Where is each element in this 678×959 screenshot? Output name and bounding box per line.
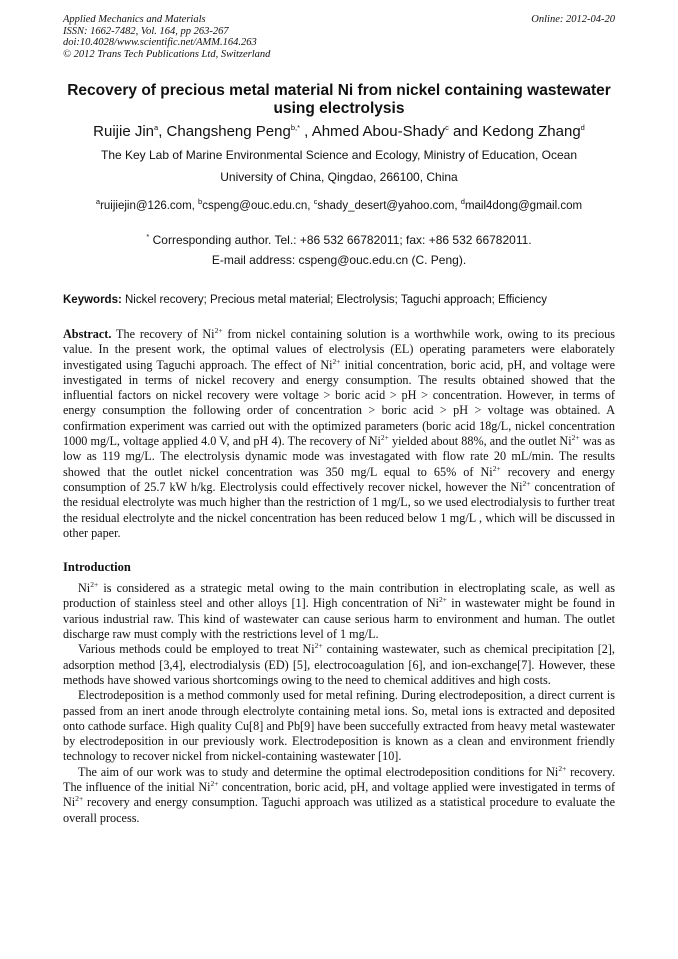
keywords-label: Keywords: (63, 294, 122, 306)
email-link: ruijiejin@126.com, (100, 200, 199, 212)
email-link: mail4dong@gmail.com (464, 200, 583, 212)
paragraph (63, 688, 615, 764)
abstract-text: yielded about 88%, and the outlet Ni (388, 434, 572, 449)
doi-line: doi:10.4028/www.scientific.net/AMM.164.263 (63, 37, 257, 48)
superscript: 2+ (522, 478, 531, 488)
abstract-text: from nickel containing solution is a worthwhile work, owing to its precious value. In the present work, the optimal values of electrolysis (EL) operating parameters were elaborately investigated using Taguchi approach. The effect of Ni (63, 327, 615, 372)
superscript: 2+ (75, 794, 84, 804)
affiliation-line: University of China, Qingdao, 266100, China (220, 170, 458, 184)
author-name: Kedong Zhang (482, 123, 581, 140)
introduction-body (63, 581, 615, 826)
abstract-text: initial concentration, boric acid, pH, and voltage were investigated in terms of nickel recovery and energy consumption. The results obtained showed that the influential factors on nickel recovery were voltage > boric acid > pH > concentration. However, in terms of energy consumption the following order of concentration > boric acid > pH > voltage was obtained. A confirmation experiment was carried out with the optimized parameters (boric acid 18g/L, nickel concentration 1000 mg/L, voltage applied 4.0 V, and pH 4). The recovery of Ni (63, 357, 615, 449)
email-link: shady_desert@yahoo.com, (317, 200, 461, 212)
section-heading: Introduction (63, 560, 131, 575)
online-date: Online: 2012-04-20 (531, 14, 615, 25)
text: The aim of our work was to study and determine the optimal electrodeposition conditions for Ni (78, 764, 559, 779)
author-emails (63, 199, 615, 213)
superscript: 2+ (314, 641, 323, 651)
paragraph (63, 765, 615, 826)
copyright-line: © 2012 Trans Tech Publications Ltd, Switzerland (63, 48, 271, 60)
superscript: 2+ (439, 595, 447, 605)
superscript: 2+ (492, 463, 501, 473)
text: Various methods could be employed to treat Ni (78, 642, 315, 657)
superscript: 2+ (210, 778, 219, 788)
text: containing wastewater, such as chemical precipitation [2], adsorption method [3,4], electrodialysis (ED) [5], electrocoagulation [6], and ion-exchange[7]. However, these methods have showed various shortcomings owing to the need to chemical additives and high costs. (63, 642, 615, 687)
paragraph (63, 581, 615, 642)
text: Ni (78, 581, 91, 596)
author-affil-mark: b,* (290, 123, 300, 132)
text: concentration, boric acid, pH, and voltage applied were investigated in terms of Ni (63, 780, 615, 810)
email-mark: c (313, 197, 318, 207)
corresponding-contact: Corresponding author. Tel.: +86 532 66782011; fax: +86 532 66782011. (149, 233, 532, 247)
journal-header (63, 14, 615, 60)
abstract-text: concentration of the residual electrolyte was much higher than the restriction of 1 mg/L, so we used electrodialysis to further treat the residual electrolyte and the nickel concentration has been reduced below 1 mg/L , which will be discussed in other paper. (63, 479, 615, 540)
abstract-text: The recovery of Ni (111, 327, 215, 341)
abstract-text: was as low as 119 mg/L. The electrolysis dynamic mode was investagated with flow rate 20 mL/min. The results showed that the outlet nickel concentration was 350 mg/L equal to 65% of Ni (63, 434, 615, 479)
corresponding-mark: * (146, 232, 150, 241)
author-name: Ahmed Abou-Shady (311, 123, 446, 140)
author-affil-mark: d (580, 123, 585, 132)
email-link: cspeng@ouc.edu.cn, (202, 200, 314, 212)
paper-title: Recovery of precious metal material Ni from nickel containing wastewater using electrolysis (67, 82, 611, 117)
affiliation (63, 144, 615, 188)
author-separator: , (300, 123, 312, 140)
text: in wastewater might be found in various industrial raw. This kind of wastewater can cause serious harm to environment and human. The outlet discharge raw must comply with the restrictions level of 1 mg/L. (63, 596, 615, 642)
keywords (63, 293, 615, 307)
text: is considered as a strategic metal owing to the main contribution in electroplating scale, as well as production of stainless steel and other alloys [1]. High concentration of Ni (63, 581, 615, 611)
author-affil-mark: c (445, 123, 449, 132)
text: recovery. The influence of the initial Ni (63, 764, 615, 795)
author-name: Changsheng Peng (166, 123, 291, 140)
abstract-text: recovery and energy consumption of 25.7 kW h/kg. Electrolysis could effectively recover nickel, however the Ni (63, 464, 615, 494)
superscript: 2+ (558, 763, 567, 773)
journal-name: Applied Mechanics and Materials (63, 14, 206, 25)
text: Electrodeposition is a method commonly used for metal refining. During electrodeposition, a direct current is passed from an inert anode through electrolyte containing metal ions. So, metal ions is extracted and deposited onto cathode surface. High quality Cu[8] and Pb[9] have been succefully extracted from heavy metal wastewater by electrodeposition in our previously work. Electrodeposition is known as a clean and environment friendly technology to recover nickel from nickel-containing wastewater [10]. (63, 688, 615, 764)
abstract (63, 327, 615, 541)
author-separator: , (158, 123, 167, 140)
author-list (63, 123, 615, 141)
superscript: 2+ (571, 433, 580, 443)
text: recovery and energy consumption. Taguchi approach was utilized as a statistical procedure to evaluate the overall process. (63, 795, 615, 825)
superscript: 2+ (214, 325, 223, 335)
superscript: 2+ (332, 356, 341, 366)
email-mark: d (460, 197, 465, 207)
superscript: 2+ (90, 580, 99, 590)
corresponding-author (63, 230, 615, 270)
email-mark: b (198, 197, 203, 207)
affiliation-line: The Key Lab of Marine Environmental Science and Ecology, Ministry of Education, Ocean (100, 148, 578, 162)
author-separator: and (448, 123, 483, 140)
corresponding-email: E-mail address: cspeng@ouc.edu.cn (C. Peng). (211, 253, 467, 267)
superscript: 2+ (380, 433, 389, 443)
author-affil-mark: a (154, 123, 159, 132)
paragraph (63, 642, 615, 688)
issn-line: ISSN: 1662-7482, Vol. 164, pp 263-267 (63, 25, 229, 37)
author-name: Ruijie Jin (93, 123, 155, 140)
email-mark: a (95, 197, 101, 207)
keywords-text: Nickel recovery; Precious metal material; Electrolysis; Taguchi approach; Efficiency (121, 294, 548, 306)
abstract-label: Abstract. (63, 327, 112, 341)
